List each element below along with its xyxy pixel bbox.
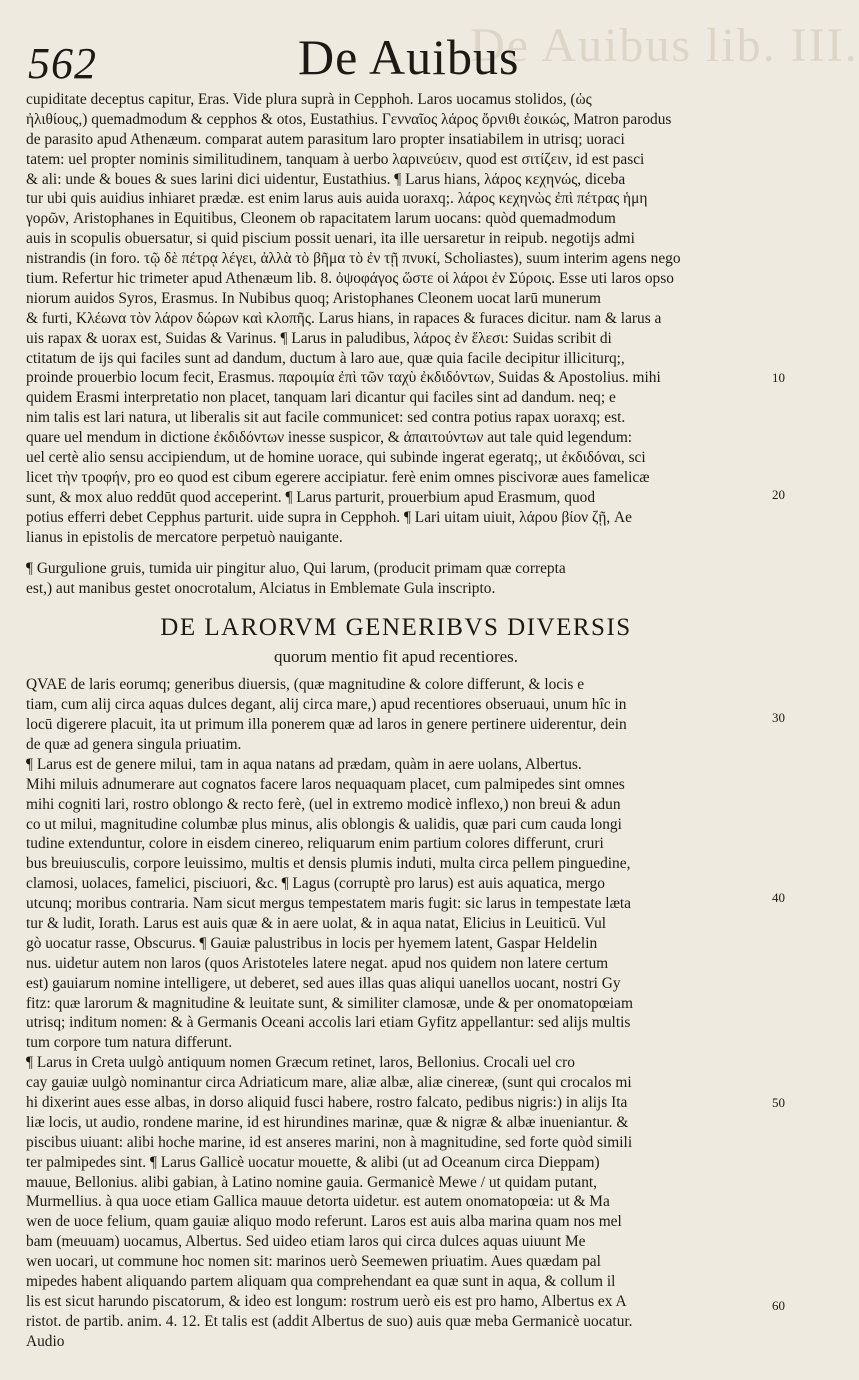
text-line: & ali: unde & boues & sues larini dici uidentur, Eustathius. ¶ Larus hians, λάρος κεχηνώς, diceba: [26, 170, 626, 188]
text-line: uis rapax & uorax est, Suidas & Varinus. ¶ Larus in paludibus, λάρος ἐν ἕλεσι: Suidas scribit di: [26, 329, 612, 347]
text-line: niorum auidos Syros, Erasmus. In Nubibus quoq; Aristophanes Cleonem uocat larū munerum: [26, 289, 601, 307]
text-line: ¶ Gurgulione gruis, tumida uir pingitur aluo, Qui larum, (producit primam quæ correpta: [26, 560, 566, 578]
text-line: Mihi miluis adnumerare aut cognatos facere laros nequaquam placet, cum palmipedes sint omnes: [26, 775, 625, 793]
text-line: ¶ Larus in Creta uulgò antiquum nomen Græcum retinet, laros, Bellonius. Crocali uel cro: [26, 1054, 575, 1072]
text-line: quare uel mendum in dictione ἐκδιδόντων inesse suspicor, & ἀπαιτούντων aut tale quid legendum:: [26, 429, 633, 447]
running-title: De Auibus: [298, 29, 520, 85]
text-line: tur ubi quis auidius inhiaret prædæ. est enim larus auis auida uoraxq;. λάρος κεχηνὼς ἐπὶ πέτρας ἡμη: [26, 190, 648, 208]
text-line: potius efferri debet Cepphus parturit. uide supra in Cepphoh. ¶ Lari uitam uiuit, λάρου βίον ζῇ, Ae: [26, 508, 633, 526]
text-line: de quæ ad genera singula priuatim.: [26, 735, 242, 753]
text-line: de parasito apud Athenæum. comparat autem parasitum laro propter insatiabilem in utrisq; uoraci: [26, 130, 625, 148]
text-line: tur & ludit, Iorath. Larus est auis quæ & in aere uolat, & in aqua natat, Elicius in Leuiticū. Vul: [26, 914, 607, 932]
text-line: ctitatum de ijs qui faciles sunt ad dandum, ductum à laro aue, quæ quia facile decipitur illiciturq;,: [26, 349, 625, 367]
page-number: 562: [28, 39, 97, 88]
text-line: licet τὴν τροφήν, pro eo quod est cibum egerere accipiatur. ferè enim omnes piscivoræ aues famelicæ: [26, 468, 650, 486]
text-body: [26, 90, 766, 1352]
text-line: utrisq; inditum nomen: & à Germanis Oceani accolis lari etiam Gyfitz appellantur: sed alijs multis: [26, 1014, 631, 1032]
section-title: DE LARORVM GENERIBVS DIVERSIS: [160, 614, 632, 642]
text-line: ter palmipedes sint. ¶ Larus Gallicè uocatur mouette, & alibi (ut ad Oceanum circa Dieppam): [26, 1153, 600, 1171]
text-line: fitz: quæ larorum & magnitudine & leuitate sunt, & similiter clamosæ, unde & per onomatopœiam: [26, 994, 633, 1012]
text-line: lis est sicut harundo piscatorum, & ideo est longum: rostrum uerò eis est pro hamo, Albertus ex A: [26, 1292, 627, 1310]
paragraph-block-larus-proverbs: [26, 90, 766, 547]
text-line: utcunq; moribus contraria. Nam sicut mergus tempestatem maris fugit: sic larus in tempestate læta: [26, 895, 631, 913]
text-line: ἠλιθίους,) quemadmodum & cepphos & otos, Eustathius. Γενναῖος λάρος ὄρνιθι ἐοικώς, Matron parodus: [26, 110, 672, 128]
text-line: & furti, Κλέωνα τὸν λάρον δώρων καὶ κλοπῆς. Larus hians, in rapaces & furaces dicitur. nam & larus a: [26, 309, 662, 327]
text-line: proinde prouerbio locum fecit, Erasmus. παροιμία ἐπὶ τῶν ταχὺ ἐκδιδόντων, Suidas & Apostolius. mihi: [26, 369, 661, 387]
text-line: Murmellius. à qua uoce etiam Gallica mauue detorta uidetur. est autem onomatopœia: ut & Ma: [26, 1193, 610, 1211]
text-line: mipedes habent aliquando partem aliquam qua comprehendant ea quæ sunt in aqua, & collum il: [26, 1272, 616, 1290]
section-subtitle: quorum mentio fit apud recentiores.: [273, 647, 519, 667]
margin-line-number: 60: [772, 1298, 785, 1313]
text-line: uel certè alio sensu accipiendum, ut de homine uorace, qui subinde ingerat egeratq;, ut ἐκδιδόναι, sci: [26, 449, 646, 467]
margin-line-number: 10: [772, 370, 785, 385]
text-line: lianus in epistolis de mercatore perpetuò nauigante.: [26, 528, 343, 546]
text-line: wen uocari, ut commune hoc nomen sit: marinos uerò Seemewen priuatim. Aues quædam pal: [26, 1253, 601, 1271]
text-line: sunt, & mox aluo reddūt quod acceperint. ¶ Larus parturit, prouerbium apud Erasmum, quod: [26, 488, 596, 506]
text-line: γορῶν, Aristophanes in Equitibus, Cleonem ob rapacitatem larum uocans: quòd quemadmodum: [26, 210, 616, 228]
margin-line-number: 30: [772, 710, 785, 725]
text-line: ristot. de partib. anim. 4. 12. Et talis est (addit Albertus de suo) auis quæ meba Germanicè uocatur.: [26, 1312, 633, 1330]
text-line: bus breuiusculis, corpore leuissimo, multis et densis plumis induti, multa circa pellem pinguedine,: [26, 855, 631, 873]
text-line: hi dixerint aues esse albas, in dorso aliquid fusci habere, rostro falcato, pedibus nigris:) in alijs Ita: [26, 1093, 628, 1111]
text-line: tudine extenduntur, colore in eisdem cinereo, reliquarum enim partium colores differunt, cruri: [26, 835, 604, 853]
text-line: mauue, Bellonius. alibi gabian, à Latino nomine gauia. Germanicè Mewe / ut quidam putant,: [26, 1173, 598, 1191]
text-line: auis in scopulis obuersatur, si quid piscium possit uenari, ita ille uersaretur in reipub. negotijs admi: [26, 230, 635, 248]
text-line: piscibus uiuant: alibi hoche marine, id est anseres marini, non à magnitudine, sed forte quòd simili: [26, 1133, 633, 1151]
text-line: QVAE de laris eorumq; generibus diuersis, (quæ magnitudine & colore differunt, & locis e: [26, 676, 585, 694]
text-line: tiam, cum alij circa aquas dulces degant, alij circa mare,) apud recentiores obseruaui, unum hîc in: [26, 696, 627, 714]
paragraph-block-larorum-generibus: [26, 675, 766, 1351]
text-line: nim talis est lari natura, ut liberalis sit aut facile communicet: sed contra potius rapax uoraxq; est.: [26, 409, 626, 427]
text-line: tatem: uel propter nominis similitudinem, tanquam à uerbo λαρινεύειν, quod est σιτίζειν, id est pasci: [26, 150, 645, 168]
text-line: clamosi, uolaces, famelici, pisciuori, &c. ¶ Lagus (corruptè pro larus) est auis aquatica, mergo: [26, 875, 605, 893]
text-line: gò uocatur rasse, Obscurus. ¶ Gauiæ palustribus in locis per hyemem latent, Gaspar Heldelin: [26, 934, 598, 952]
margin-line-number: 50: [772, 1095, 785, 1110]
text-line: liæ locis, ut audio, rondene marine, id est hirundines marinæ, quæ & nigræ & albæ inueniantur. &: [26, 1113, 629, 1131]
text-line: bam (meuuam) uocamus, Albertus. Sed uideo etiam laros qui circa dulces aquas uiuunt Me: [26, 1233, 586, 1251]
margin-line-number: 40: [772, 890, 785, 905]
text-line: nus. uidetur autem non laros (quos Aristoteles latere negat. apud nos quidem non latere certum: [26, 954, 609, 972]
text-line: nistrandis (in foro. τῷ δὲ πέτρᾳ λέγει, ἀλλὰ τὸ βῆμα τὸ ἐν τῇ πνυκί, Scholiastes), suum interim agens nego: [26, 250, 681, 268]
text-line: ¶ Larus est de genere milui, tam in aqua natans ad prædam, quàm in aere uolans, Albertus.: [26, 755, 582, 773]
text-line: quidem Erasmi interpretatio non placet, tanquam lari dicantur qui faciles sint ad dandum. neq; e: [26, 389, 616, 407]
text-line: Audio: [26, 1332, 65, 1350]
text-line: tium. Refertur hic trimeter apud Athenæum lib. 8. ὀψοφάγος ὥστε οἱ λάροι ἐν Σύροις. Esse uti laros opso: [26, 270, 674, 288]
text-line: cay gauiæ uulgò nominantur circa Adriaticum mare, aliæ albæ, aliæ cinereæ, (sunt qui crocalos mi: [26, 1074, 632, 1092]
margin-line-number: 20: [772, 487, 785, 502]
text-line: wen de uoce felium, quam gauiæ aliquo modo referunt. Laros est auis alba marina quam nos mel: [26, 1213, 622, 1231]
text-line: locū digerere placuit, ita ut primum illa ponerem quæ ad laros in genere pertinere uiderentur, dein: [26, 716, 627, 734]
text-line: co ut milui, magnitudine columbæ plus minus, alis oblongis & ualidis, quæ pari cum cauda longi: [26, 815, 622, 833]
text-line: cupiditate deceptus capitur, Eras. Vide plura suprà in Cepphoh. Laros uocamus stolidos, (ὡς: [26, 91, 592, 108]
text-line: mihi cogniti lari, rostro oblongo & recto ferè, (uel in extremo modicè inflexo,) non breui & adun: [26, 795, 621, 813]
text-line: est) gauiarum nomine intelligere, ut deberet, sed aues illas quas aliqui uanellos uocant, nostri Gy: [26, 974, 621, 992]
show-through-text: De Auibus lib. III.: [470, 19, 859, 72]
text-line: tum corpore tum natura differunt.: [26, 1034, 233, 1052]
text-line: est,) aut manibus gestet onocrotalum, Alciatus in Emblemate Gula inscripto.: [26, 580, 496, 598]
paragraph-block-alciatus: [26, 559, 766, 599]
